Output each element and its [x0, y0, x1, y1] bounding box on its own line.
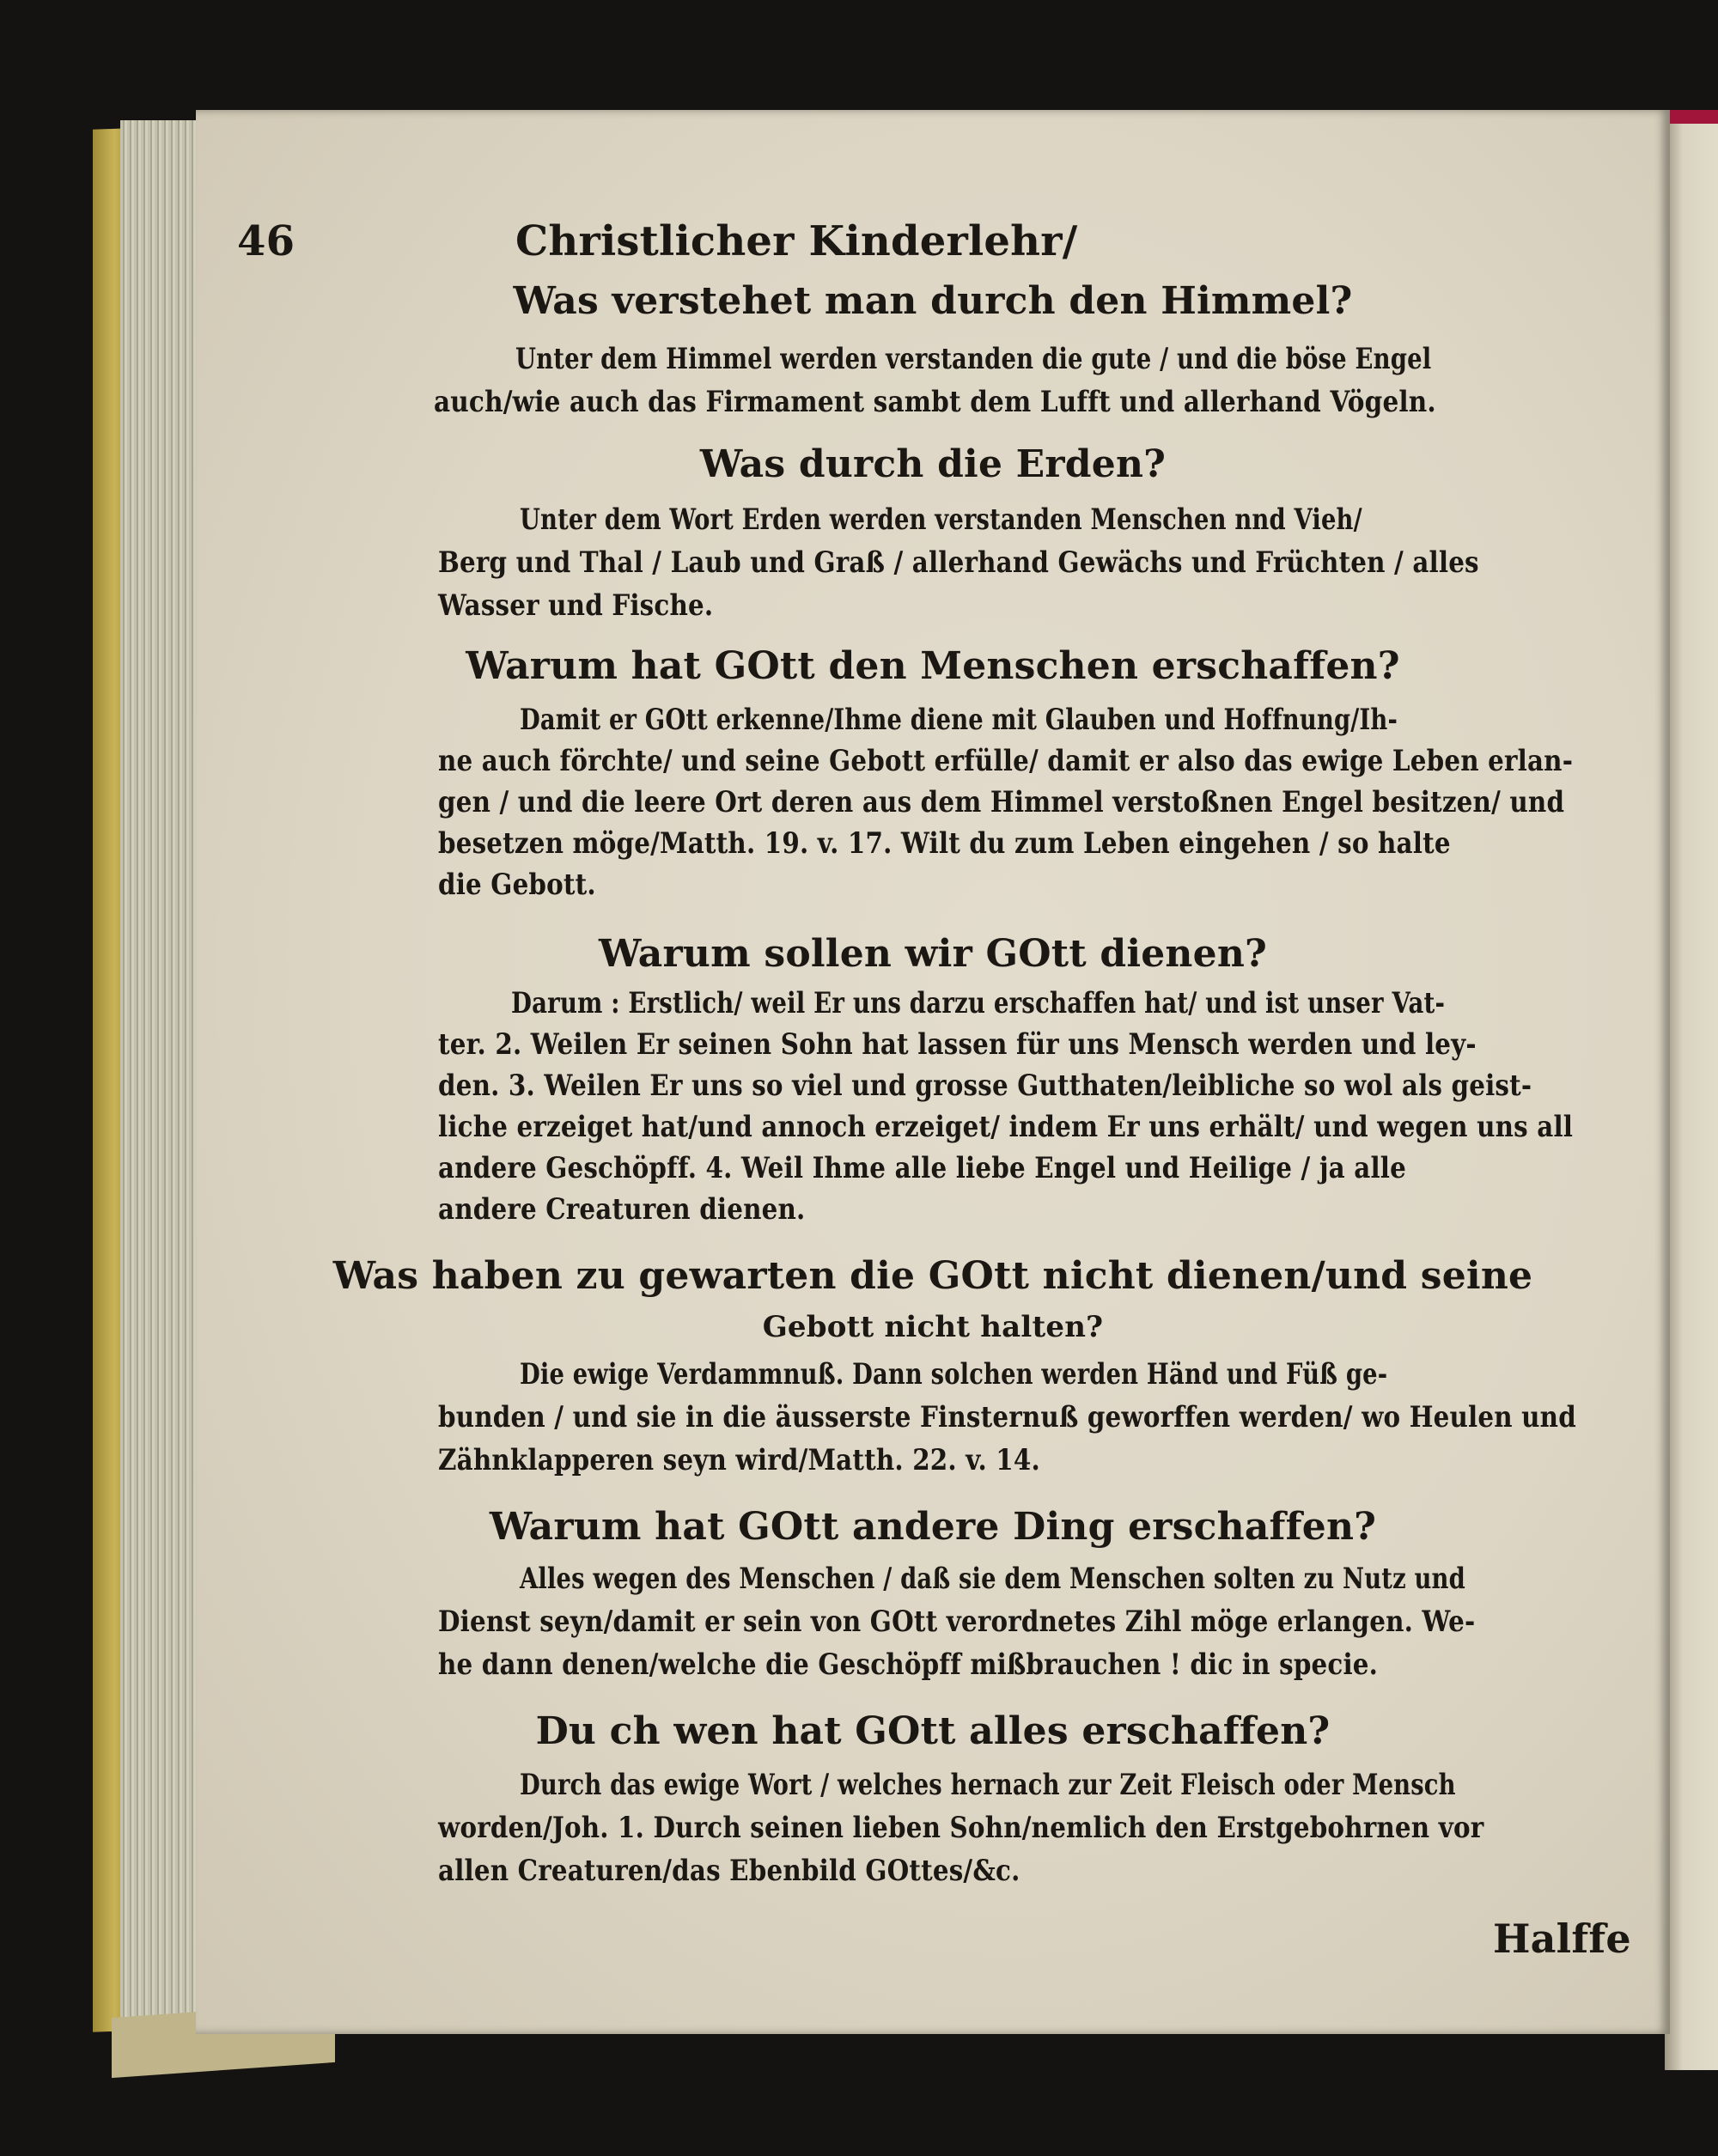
- answer-2-line-2: Berg und Thal / Laub und Graß / allerhand Gewächs und Früchten / alles: [438, 545, 1479, 580]
- question-7: Du ch wen hat GOtt alles erschaffen?: [535, 1709, 1331, 1753]
- answer-7-line-1: Durch das ewige Wort / welches hernach zur Zeit Fleisch oder Mensch: [520, 1768, 1456, 1802]
- question-5: Was haben zu gewarten die GOtt nicht dienen/und seine: [332, 1254, 1533, 1298]
- answer-3-line-1: Damit er GOtt erkenne/Ihme diene mit Glauben und Hoffnung/Ih-: [520, 703, 1398, 737]
- answer-4-line-1: Darum : Erstlich/ weil Er uns darzu erschaffen hat/ und ist unser Vat-: [511, 986, 1446, 1020]
- answer-4-line-2: ter. 2. Weilen Er seinen Sohn hat lassen für uns Mensch werden und ley-: [438, 1027, 1477, 1062]
- answer-5-line-2: bunden / und sie in die äusserste Finsternuß geworffen werden/ wo Heulen und: [438, 1400, 1576, 1434]
- answer-1-line-2: auch/wie auch das Firmament sambt dem Lufft und allerhand Vögeln.: [434, 385, 1436, 419]
- answer-6-line-2: Dienst seyn/damit er sein von GOtt verordnetes Zihl möge erlangen. We-: [438, 1605, 1476, 1639]
- page-number: 46: [237, 217, 295, 265]
- question-5-continued: Gebott nicht halten?: [762, 1310, 1104, 1344]
- answer-3-line-2: ne auch förchte/ und seine Gebott erfülle/ damit er also das ewige Leben erlan-: [438, 744, 1574, 778]
- question-4: Warum sollen wir GOtt dienen?: [599, 932, 1267, 976]
- question-2: Was durch die Erden?: [699, 442, 1167, 486]
- answer-7-line-3: allen Creaturen/das Ebenbild GOttes/&c.: [438, 1854, 1020, 1888]
- ribbon-marker: [1665, 110, 1718, 124]
- answer-3-line-4: besetzen möge/Matth. 19. v. 17. Wilt du zum Leben eingehen / so halte: [438, 826, 1451, 861]
- answer-6-line-3: he dann denen/welche die Geschöpff mißbrauchen ! dic in specie.: [438, 1647, 1379, 1682]
- answer-6-line-1: Alles wegen des Menschen / daß sie dem Menschen solten zu Nutz und: [520, 1562, 1465, 1596]
- answer-7-line-2: worden/Joh. 1. Durch seinen lieben Sohn/nemlich den Erstgebohrnen vor: [438, 1811, 1484, 1845]
- catchword: Halffe: [1493, 1915, 1631, 1962]
- answer-4-line-3: den. 3. Weilen Er uns so viel und grosse Gutthaten/leibliche so wol als geist-: [438, 1069, 1532, 1103]
- question-3: Warum hat GOtt den Menschen erschaffen?: [466, 644, 1400, 688]
- facing-page-edge: [1665, 112, 1718, 2070]
- answer-1-line-1: Unter dem Himmel werden verstanden die gute / und die böse Engel: [515, 342, 1432, 376]
- answer-5-line-3: Zähnklapperen seyn wird/Matth. 22. v. 14.: [438, 1443, 1040, 1477]
- question-1: Was verstehet man durch den Himmel?: [513, 279, 1353, 323]
- answer-4-line-5: andere Geschöpff. 4. Weil Ihme alle liebe Engel und Heilige / ja alle: [438, 1151, 1406, 1185]
- answer-5-line-1: Die ewige Verdammnuß. Dann solchen werden Händ und Füß ge-: [520, 1357, 1388, 1392]
- answer-2-line-1: Unter dem Wort Erden werden verstanden Menschen nnd Vieh/: [520, 502, 1362, 537]
- answer-3-line-3: gen / und die leere Ort deren aus dem Himmel verstoßnen Engel besitzen/ und: [438, 785, 1565, 819]
- answer-4-line-6: andere Creaturen dienen.: [438, 1192, 806, 1227]
- running-title: Christlicher Kinderlehr/: [515, 217, 1078, 265]
- answer-2-line-3: Wasser und Fische.: [438, 588, 714, 623]
- page-edges-stack: [120, 120, 198, 2036]
- question-6: Warum hat GOtt andere Ding erschaffen?: [489, 1505, 1377, 1549]
- answer-4-line-4: liche erzeiget hat/und annoch erzeiget/ indem Er uns erhält/ und wegen uns all: [438, 1110, 1574, 1144]
- answer-3-line-5: die Gebott.: [438, 868, 596, 902]
